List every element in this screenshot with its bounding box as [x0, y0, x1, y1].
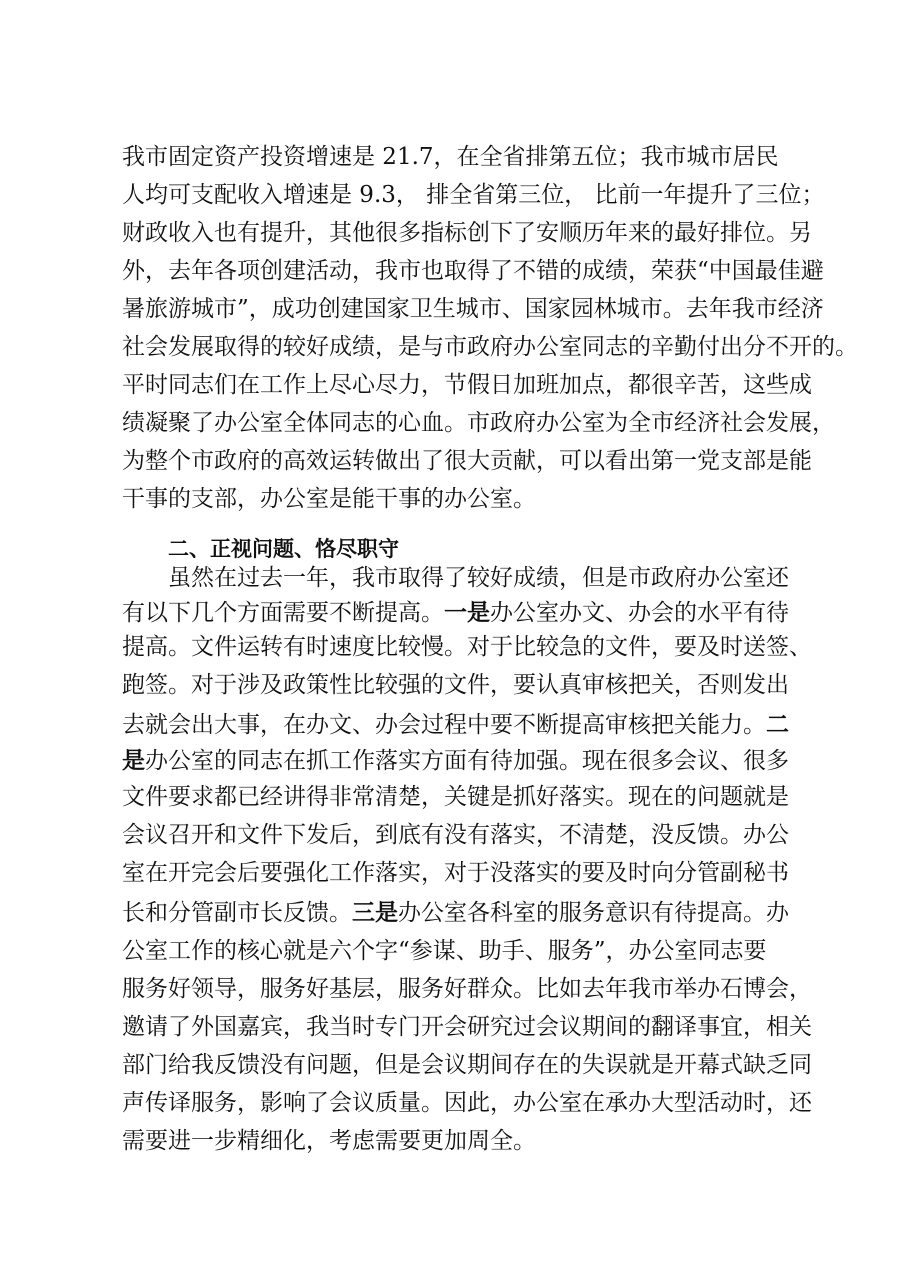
para2-line-11: 公室工作的核心就是六个字“参谋、助手、服务”，办公室同志要: [122, 938, 767, 964]
para2-line-3: 提高。文件运转有时速度比较慢。对于比较急的文件，要及时送签、: [122, 634, 812, 660]
para2-line-7: 文件要求都已经讲得非常清楚，关键是抓好落实。现在的问题就是: [122, 784, 789, 810]
section-heading: 二、正视问题、恪尽职守: [168, 537, 399, 561]
para2-line-8: 会议召开和文件下发后，到底有没有落实，不清楚，没反馈。办公: [122, 822, 789, 848]
para2-line-10: [122, 896, 789, 930]
para2-line-13: 邀请了外国嘉宾，我当时专门开会研究过会议期间的翻译事宜，相关: [122, 1014, 812, 1040]
para2-line-10-text-b: 办公室各科室的服务意识有待提高。办: [398, 900, 789, 926]
para2-line-14: 部门给我反馈没有问题，但是会议期间存在的失误就是开幕式缺乏同: [122, 1052, 812, 1078]
emphasis-third: 三是: [352, 900, 398, 926]
para2-line-2: [122, 596, 789, 630]
para2-line-16: 需要进一步精细化，考虑需要更加周全。: [122, 1128, 536, 1154]
para1-line-8: 绩凝聚了办公室全体同志的心血。市政府办公室为全市经济社会发展，: [122, 410, 835, 436]
para2-line-2-text-a: 有以下几个方面需要不断提高。: [122, 600, 444, 626]
para2-line-4: 跑签。对于涉及政策性比较强的文件，要认真审核把关，否则发出: [122, 672, 789, 698]
para2-line-6: [122, 744, 789, 778]
para1-line-7: 平时同志们在工作上尽心尽力，节假日加班加点，都很辛苦，这些成: [122, 372, 812, 398]
para2-line-2-text-b: 办公室办文、办会的水平有待: [490, 600, 789, 626]
para1-line-6: 社会发展取得的较好成绩，是与市政府办公室同志的辛勤付出分不开的。: [122, 334, 858, 360]
para2-line-5-text: 去就会出大事，在办文、办会过程中要不断提高审核把关能力。: [122, 712, 766, 738]
para2-line-5: [122, 708, 789, 742]
para1-line-4: 外，去年各项创建活动，我市也取得了不错的成绩，荣获“中国最佳避: [122, 258, 824, 284]
emphasis-first: 一是: [444, 600, 490, 626]
para1-line-10: 干事的支部，办公室是能干事的办公室。: [122, 486, 536, 512]
para2-line-10-text-a: 长和分管副市长反馈。: [122, 900, 352, 926]
para2-line-1: 虽然在过去一年，我市取得了较好成绩，但是市政府办公室还: [168, 565, 789, 591]
para1-line-1: 我市固定资产投资增速是 21.7，在全省排第五位；我市城市居民: [122, 144, 779, 170]
para2-line-12: 服务好领导，服务好基层，服务好群众。比如去年我市举办石博会，: [122, 976, 812, 1002]
para1-line-3: 财政收入也有提升，其他很多指标创下了安顺历年来的最好排位。另: [122, 220, 812, 246]
para1-line-2: 人均可支配收入增速是 9.3， 排全省第三位， 比前一年提升了三位；: [122, 182, 825, 208]
para2-line-6-text: 办公室的同志在抓工作落实方面有待加强。现在很多会议、很多: [145, 748, 789, 774]
para1-line-5: 暑旅游城市”，成功创建国家卫生城市、国家园林城市。去年我市经济: [122, 296, 824, 322]
para1-line-9: 为整个市政府的高效运转做出了很大贡献，可以看出第一党支部是能: [122, 448, 812, 474]
emphasis-second-a: 二: [766, 712, 789, 738]
para2-line-9: 室在开完会后要强化工作落实，对于没落实的要及时向分管副秘书: [122, 860, 789, 886]
para2-line-15: 声传译服务，影响了会议质量。因此，办公室在承办大型活动时，还: [122, 1090, 812, 1116]
emphasis-second-b: 是: [122, 748, 145, 774]
